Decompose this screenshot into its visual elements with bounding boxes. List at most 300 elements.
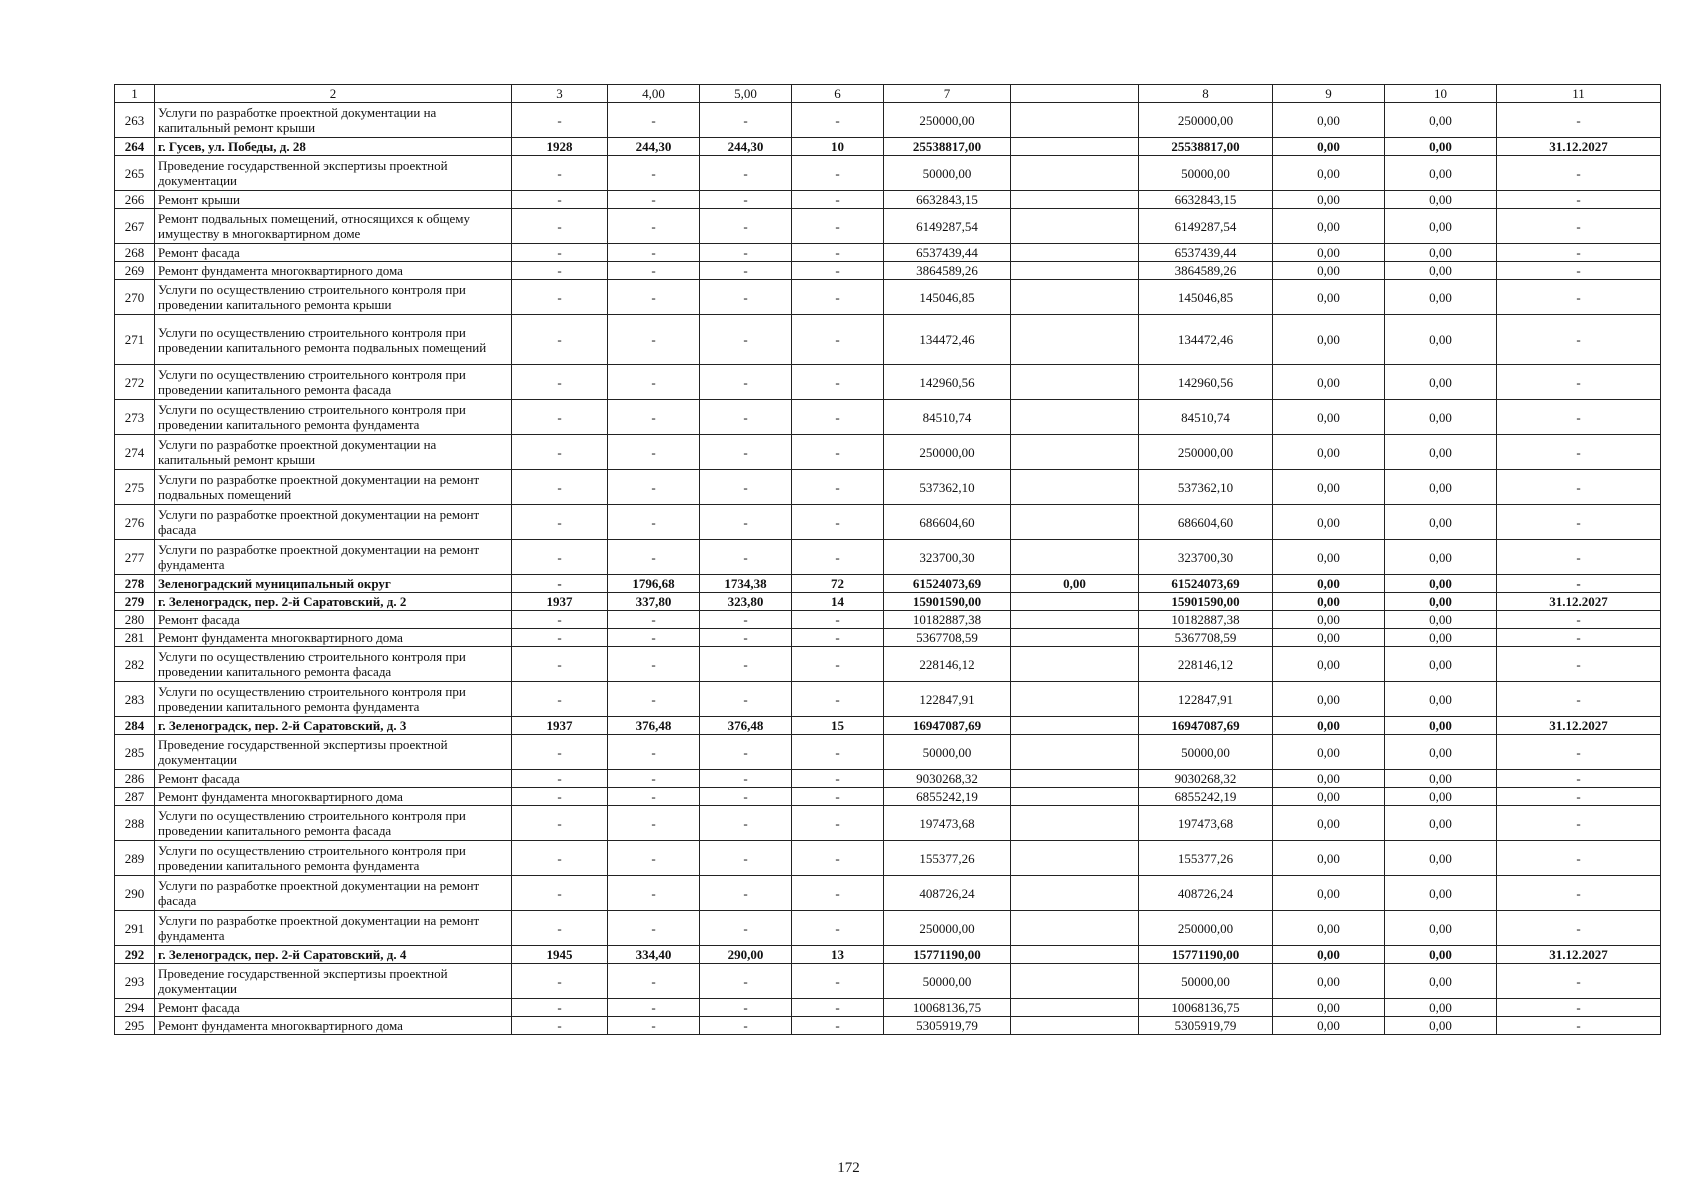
table-row: [115, 435, 1661, 470]
other-cost-cell: 0,00: [1385, 365, 1497, 400]
fund-cost-cell: 250000,00: [1139, 103, 1273, 138]
year-cell: -: [512, 365, 608, 400]
area-total-cell: -: [608, 435, 700, 470]
row-number-cell: 275: [115, 470, 155, 505]
year-cell: -: [512, 209, 608, 244]
work-name-cell: Услуги по осуществлению строительного контроля при проведении капитального ремонта фасада: [155, 365, 512, 400]
area-total-cell: -: [608, 400, 700, 435]
extra-cost-cell: [1011, 103, 1139, 138]
area-living-cell: -: [700, 470, 792, 505]
fund-cost-cell: 145046,85: [1139, 280, 1273, 315]
budget-cost-cell: 0,00: [1273, 999, 1385, 1017]
area-total-cell: -: [608, 647, 700, 682]
extra-cost-cell: [1011, 841, 1139, 876]
total-cost-cell: 250000,00: [884, 435, 1011, 470]
deadline-cell: 31.12.2027: [1497, 946, 1661, 964]
table-row: [115, 964, 1661, 999]
total-cost-cell: 6855242,19: [884, 788, 1011, 806]
budget-cost-cell: 0,00: [1273, 505, 1385, 540]
work-name-cell: Ремонт подвальных помещений, относящихся к общему имуществу в многоквартирном доме: [155, 209, 512, 244]
fund-cost-cell: 134472,46: [1139, 315, 1273, 365]
fund-cost-cell: 6855242,19: [1139, 788, 1273, 806]
extra-cost-cell: [1011, 999, 1139, 1017]
area-living-cell: -: [700, 365, 792, 400]
budget-cost-cell: 0,00: [1273, 841, 1385, 876]
total-cost-cell: 15771190,00: [884, 946, 1011, 964]
year-cell: -: [512, 244, 608, 262]
extra-cost-cell: [1011, 244, 1139, 262]
table-row: [115, 841, 1661, 876]
header-cell: 8: [1139, 85, 1273, 103]
total-cost-cell: 50000,00: [884, 156, 1011, 191]
row-number-cell: 264: [115, 138, 155, 156]
work-name-cell: Ремонт фундамента многоквартирного дома: [155, 788, 512, 806]
residents-cell: -: [792, 841, 884, 876]
other-cost-cell: 0,00: [1385, 593, 1497, 611]
area-total-cell: -: [608, 735, 700, 770]
residents-cell: -: [792, 770, 884, 788]
area-living-cell: -: [700, 505, 792, 540]
area-total-cell: -: [608, 999, 700, 1017]
year-cell: -: [512, 470, 608, 505]
area-living-cell: -: [700, 876, 792, 911]
area-total-cell: 244,30: [608, 138, 700, 156]
row-number-cell: 265: [115, 156, 155, 191]
deadline-cell: 31.12.2027: [1497, 593, 1661, 611]
data-table-container: [114, 84, 1660, 1035]
work-name-cell: Услуги по осуществлению строительного контроля при проведении капитального ремонта крыши: [155, 280, 512, 315]
year-cell: -: [512, 156, 608, 191]
deadline-cell: -: [1497, 770, 1661, 788]
budget-cost-cell: 0,00: [1273, 280, 1385, 315]
budget-cost-cell: 0,00: [1273, 103, 1385, 138]
budget-cost-cell: 0,00: [1273, 470, 1385, 505]
area-total-cell: -: [608, 365, 700, 400]
other-cost-cell: 0,00: [1385, 629, 1497, 647]
work-name-cell: Ремонт фундамента многоквартирного дома: [155, 1017, 512, 1035]
deadline-cell: -: [1497, 435, 1661, 470]
row-number-cell: 282: [115, 647, 155, 682]
deadline-cell: -: [1497, 611, 1661, 629]
year-cell: -: [512, 505, 608, 540]
other-cost-cell: 0,00: [1385, 156, 1497, 191]
other-cost-cell: 0,00: [1385, 946, 1497, 964]
work-name-cell: Услуги по разработке проектной документации на ремонт подвальных помещений: [155, 470, 512, 505]
table-row: [115, 611, 1661, 629]
area-total-cell: -: [608, 788, 700, 806]
residents-cell: -: [792, 262, 884, 280]
work-name-cell: Услуги по разработке проектной документации на капитальный ремонт крыши: [155, 435, 512, 470]
table-row: [115, 103, 1661, 138]
row-number-cell: 270: [115, 280, 155, 315]
area-total-cell: -: [608, 611, 700, 629]
extra-cost-cell: [1011, 540, 1139, 575]
header-cell: [1011, 85, 1139, 103]
residents-cell: 13: [792, 946, 884, 964]
deadline-cell: -: [1497, 156, 1661, 191]
residents-cell: 10: [792, 138, 884, 156]
residents-cell: -: [792, 435, 884, 470]
extra-cost-cell: [1011, 138, 1139, 156]
total-cost-cell: 155377,26: [884, 841, 1011, 876]
deadline-cell: -: [1497, 841, 1661, 876]
area-total-cell: -: [608, 806, 700, 841]
total-cost-cell: 6537439,44: [884, 244, 1011, 262]
year-cell: 1945: [512, 946, 608, 964]
table-row: [115, 191, 1661, 209]
area-living-cell: -: [700, 280, 792, 315]
other-cost-cell: 0,00: [1385, 841, 1497, 876]
column-number-header: [115, 85, 1661, 103]
residents-cell: -: [792, 1017, 884, 1035]
deadline-cell: -: [1497, 470, 1661, 505]
area-total-cell: 1796,68: [608, 575, 700, 593]
fund-cost-cell: 5305919,79: [1139, 1017, 1273, 1035]
budget-cost-cell: 0,00: [1273, 946, 1385, 964]
area-living-cell: -: [700, 964, 792, 999]
year-cell: 1928: [512, 138, 608, 156]
residents-cell: -: [792, 280, 884, 315]
residents-cell: 15: [792, 717, 884, 735]
deadline-cell: -: [1497, 911, 1661, 946]
table-row: [115, 876, 1661, 911]
budget-cost-cell: 0,00: [1273, 365, 1385, 400]
work-name-cell: Услуги по осуществлению строительного контроля при проведении капитального ремонта фундамента: [155, 841, 512, 876]
area-total-cell: -: [608, 964, 700, 999]
budget-cost-cell: 0,00: [1273, 788, 1385, 806]
year-cell: -: [512, 191, 608, 209]
budget-cost-cell: 0,00: [1273, 876, 1385, 911]
work-name-cell: Ремонт фасада: [155, 999, 512, 1017]
residents-cell: -: [792, 806, 884, 841]
residents-cell: -: [792, 209, 884, 244]
area-living-cell: -: [700, 911, 792, 946]
area-total-cell: -: [608, 911, 700, 946]
other-cost-cell: 0,00: [1385, 138, 1497, 156]
deadline-cell: -: [1497, 999, 1661, 1017]
total-cost-cell: 50000,00: [884, 964, 1011, 999]
row-number-cell: 287: [115, 788, 155, 806]
other-cost-cell: 0,00: [1385, 806, 1497, 841]
residents-cell: -: [792, 788, 884, 806]
fund-cost-cell: 155377,26: [1139, 841, 1273, 876]
deadline-cell: -: [1497, 540, 1661, 575]
table-row: [115, 156, 1661, 191]
row-number-cell: 274: [115, 435, 155, 470]
budget-cost-cell: 0,00: [1273, 540, 1385, 575]
residents-cell: -: [792, 876, 884, 911]
work-name-cell: Ремонт фасада: [155, 244, 512, 262]
budget-cost-cell: 0,00: [1273, 435, 1385, 470]
fund-cost-cell: 250000,00: [1139, 435, 1273, 470]
residents-cell: -: [792, 964, 884, 999]
area-living-cell: 290,00: [700, 946, 792, 964]
other-cost-cell: 0,00: [1385, 191, 1497, 209]
area-living-cell: -: [700, 191, 792, 209]
other-cost-cell: 0,00: [1385, 262, 1497, 280]
work-name-cell: Ремонт крыши: [155, 191, 512, 209]
residents-cell: 72: [792, 575, 884, 593]
residents-cell: -: [792, 682, 884, 717]
work-name-cell: г. Зеленоградск, пер. 2-й Саратовский, д. 4: [155, 946, 512, 964]
fund-cost-cell: 15771190,00: [1139, 946, 1273, 964]
residents-cell: -: [792, 911, 884, 946]
row-number-cell: 273: [115, 400, 155, 435]
residents-cell: -: [792, 400, 884, 435]
extra-cost-cell: [1011, 788, 1139, 806]
row-number-cell: 276: [115, 505, 155, 540]
year-cell: -: [512, 770, 608, 788]
table-row: [115, 735, 1661, 770]
table-row: [115, 788, 1661, 806]
budget-cost-cell: 0,00: [1273, 806, 1385, 841]
fund-cost-cell: 15901590,00: [1139, 593, 1273, 611]
row-number-cell: 268: [115, 244, 155, 262]
header-cell: 2: [155, 85, 512, 103]
other-cost-cell: 0,00: [1385, 540, 1497, 575]
work-name-cell: Услуги по осуществлению строительного контроля при проведении капитального ремонта фундамента: [155, 682, 512, 717]
row-number-cell: 271: [115, 315, 155, 365]
other-cost-cell: 0,00: [1385, 505, 1497, 540]
budget-cost-cell: 0,00: [1273, 717, 1385, 735]
year-cell: -: [512, 999, 608, 1017]
table-row: [115, 593, 1661, 611]
row-number-cell: 267: [115, 209, 155, 244]
fund-cost-cell: 122847,91: [1139, 682, 1273, 717]
budget-cost-cell: 0,00: [1273, 244, 1385, 262]
table-row: [115, 280, 1661, 315]
other-cost-cell: 0,00: [1385, 735, 1497, 770]
total-cost-cell: 6149287,54: [884, 209, 1011, 244]
area-total-cell: -: [608, 770, 700, 788]
residents-cell: -: [792, 611, 884, 629]
residents-cell: -: [792, 191, 884, 209]
area-total-cell: -: [608, 209, 700, 244]
deadline-cell: -: [1497, 575, 1661, 593]
deadline-cell: -: [1497, 365, 1661, 400]
area-living-cell: -: [700, 806, 792, 841]
extra-cost-cell: [1011, 770, 1139, 788]
extra-cost-cell: [1011, 735, 1139, 770]
total-cost-cell: 145046,85: [884, 280, 1011, 315]
total-cost-cell: 5367708,59: [884, 629, 1011, 647]
work-name-cell: Зеленоградский муниципальный округ: [155, 575, 512, 593]
year-cell: -: [512, 876, 608, 911]
year-cell: -: [512, 611, 608, 629]
extra-cost-cell: [1011, 280, 1139, 315]
extra-cost-cell: [1011, 611, 1139, 629]
area-total-cell: -: [608, 103, 700, 138]
row-number-cell: 294: [115, 999, 155, 1017]
year-cell: -: [512, 647, 608, 682]
area-living-cell: 1734,38: [700, 575, 792, 593]
table-row: [115, 540, 1661, 575]
work-name-cell: г. Гусев, ул. Победы, д. 28: [155, 138, 512, 156]
work-name-cell: Проведение государственной экспертизы проектной документации: [155, 964, 512, 999]
fund-cost-cell: 3864589,26: [1139, 262, 1273, 280]
total-cost-cell: 323700,30: [884, 540, 1011, 575]
fund-cost-cell: 10182887,38: [1139, 611, 1273, 629]
extra-cost-cell: [1011, 593, 1139, 611]
work-name-cell: Услуги по осуществлению строительного контроля при проведении капитального ремонта фундамента: [155, 400, 512, 435]
area-total-cell: 334,40: [608, 946, 700, 964]
residents-cell: -: [792, 505, 884, 540]
total-cost-cell: 3864589,26: [884, 262, 1011, 280]
area-total-cell: -: [608, 191, 700, 209]
fund-cost-cell: 50000,00: [1139, 735, 1273, 770]
total-cost-cell: 537362,10: [884, 470, 1011, 505]
work-name-cell: Услуги по разработке проектной документации на капитальный ремонт крыши: [155, 103, 512, 138]
table-row: [115, 470, 1661, 505]
work-name-cell: Услуги по осуществлению строительного контроля при проведении капитального ремонта подвальных помещений: [155, 315, 512, 365]
year-cell: -: [512, 315, 608, 365]
extra-cost-cell: [1011, 435, 1139, 470]
residents-cell: -: [792, 735, 884, 770]
residents-cell: -: [792, 470, 884, 505]
other-cost-cell: 0,00: [1385, 770, 1497, 788]
other-cost-cell: 0,00: [1385, 911, 1497, 946]
work-name-cell: Ремонт фундамента многоквартирного дома: [155, 629, 512, 647]
table-row: [115, 717, 1661, 735]
area-living-cell: -: [700, 103, 792, 138]
area-total-cell: -: [608, 470, 700, 505]
extra-cost-cell: [1011, 262, 1139, 280]
work-name-cell: г. Зеленоградск, пер. 2-й Саратовский, д. 2: [155, 593, 512, 611]
header-cell: 11: [1497, 85, 1661, 103]
budget-cost-cell: 0,00: [1273, 209, 1385, 244]
area-total-cell: -: [608, 876, 700, 911]
area-total-cell: -: [608, 540, 700, 575]
table-row: [115, 138, 1661, 156]
year-cell: -: [512, 540, 608, 575]
year-cell: -: [512, 1017, 608, 1035]
budget-cost-cell: 0,00: [1273, 735, 1385, 770]
total-cost-cell: 5305919,79: [884, 1017, 1011, 1035]
other-cost-cell: 0,00: [1385, 575, 1497, 593]
area-living-cell: -: [700, 770, 792, 788]
table-row: [115, 770, 1661, 788]
deadline-cell: -: [1497, 400, 1661, 435]
budget-cost-cell: 0,00: [1273, 400, 1385, 435]
table-row: [115, 999, 1661, 1017]
extra-cost-cell: [1011, 946, 1139, 964]
total-cost-cell: 197473,68: [884, 806, 1011, 841]
area-total-cell: -: [608, 841, 700, 876]
header-cell: 9: [1273, 85, 1385, 103]
extra-cost-cell: [1011, 191, 1139, 209]
table-row: [115, 505, 1661, 540]
table-row: [115, 244, 1661, 262]
deadline-cell: -: [1497, 191, 1661, 209]
area-total-cell: -: [608, 1017, 700, 1035]
fund-cost-cell: 228146,12: [1139, 647, 1273, 682]
year-cell: -: [512, 280, 608, 315]
area-living-cell: -: [700, 629, 792, 647]
extra-cost-cell: [1011, 717, 1139, 735]
row-number-cell: 291: [115, 911, 155, 946]
other-cost-cell: 0,00: [1385, 244, 1497, 262]
other-cost-cell: 0,00: [1385, 435, 1497, 470]
residents-cell: -: [792, 315, 884, 365]
total-cost-cell: 122847,91: [884, 682, 1011, 717]
header-cell: 5,00: [700, 85, 792, 103]
area-total-cell: 337,80: [608, 593, 700, 611]
area-total-cell: -: [608, 244, 700, 262]
total-cost-cell: 408726,24: [884, 876, 1011, 911]
total-cost-cell: 9030268,32: [884, 770, 1011, 788]
work-name-cell: Услуги по разработке проектной документации на ремонт фасада: [155, 505, 512, 540]
extra-cost-cell: [1011, 400, 1139, 435]
fund-cost-cell: 142960,56: [1139, 365, 1273, 400]
area-total-cell: -: [608, 262, 700, 280]
deadline-cell: -: [1497, 244, 1661, 262]
deadline-cell: -: [1497, 505, 1661, 540]
budget-cost-cell: 0,00: [1273, 191, 1385, 209]
fund-cost-cell: 16947087,69: [1139, 717, 1273, 735]
total-cost-cell: 134472,46: [884, 315, 1011, 365]
work-name-cell: Ремонт фасада: [155, 611, 512, 629]
year-cell: -: [512, 575, 608, 593]
other-cost-cell: 0,00: [1385, 103, 1497, 138]
other-cost-cell: 0,00: [1385, 315, 1497, 365]
year-cell: -: [512, 682, 608, 717]
fund-cost-cell: 250000,00: [1139, 911, 1273, 946]
extra-cost-cell: [1011, 876, 1139, 911]
area-living-cell: -: [700, 435, 792, 470]
header-cell: 10: [1385, 85, 1497, 103]
area-living-cell: -: [700, 1017, 792, 1035]
total-cost-cell: 250000,00: [884, 103, 1011, 138]
area-living-cell: -: [700, 788, 792, 806]
area-total-cell: -: [608, 629, 700, 647]
deadline-cell: -: [1497, 1017, 1661, 1035]
total-cost-cell: 50000,00: [884, 735, 1011, 770]
work-name-cell: г. Зеленоградск, пер. 2-й Саратовский, д. 3: [155, 717, 512, 735]
deadline-cell: -: [1497, 209, 1661, 244]
year-cell: -: [512, 788, 608, 806]
work-name-cell: Услуги по осуществлению строительного контроля при проведении капитального ремонта фасада: [155, 647, 512, 682]
area-living-cell: -: [700, 156, 792, 191]
area-living-cell: 376,48: [700, 717, 792, 735]
total-cost-cell: 250000,00: [884, 911, 1011, 946]
table-row: [115, 575, 1661, 593]
budget-cost-cell: 0,00: [1273, 964, 1385, 999]
extra-cost-cell: [1011, 911, 1139, 946]
fund-cost-cell: 10068136,75: [1139, 999, 1273, 1017]
fund-cost-cell: 6149287,54: [1139, 209, 1273, 244]
work-name-cell: Услуги по разработке проектной документации на ремонт фундамента: [155, 540, 512, 575]
extra-cost-cell: [1011, 470, 1139, 505]
row-number-cell: 286: [115, 770, 155, 788]
area-total-cell: -: [608, 505, 700, 540]
total-cost-cell: 16947087,69: [884, 717, 1011, 735]
header-cell: 3: [512, 85, 608, 103]
fund-cost-cell: 5367708,59: [1139, 629, 1273, 647]
budget-cost-cell: 0,00: [1273, 593, 1385, 611]
budget-cost-cell: 0,00: [1273, 770, 1385, 788]
total-cost-cell: 61524073,69: [884, 575, 1011, 593]
area-living-cell: -: [700, 540, 792, 575]
area-living-cell: 244,30: [700, 138, 792, 156]
total-cost-cell: 6632843,15: [884, 191, 1011, 209]
area-living-cell: -: [700, 262, 792, 280]
residents-cell: -: [792, 244, 884, 262]
work-name-cell: Проведение государственной экспертизы проектной документации: [155, 735, 512, 770]
fund-cost-cell: 323700,30: [1139, 540, 1273, 575]
other-cost-cell: 0,00: [1385, 400, 1497, 435]
row-number-cell: 266: [115, 191, 155, 209]
area-living-cell: -: [700, 841, 792, 876]
